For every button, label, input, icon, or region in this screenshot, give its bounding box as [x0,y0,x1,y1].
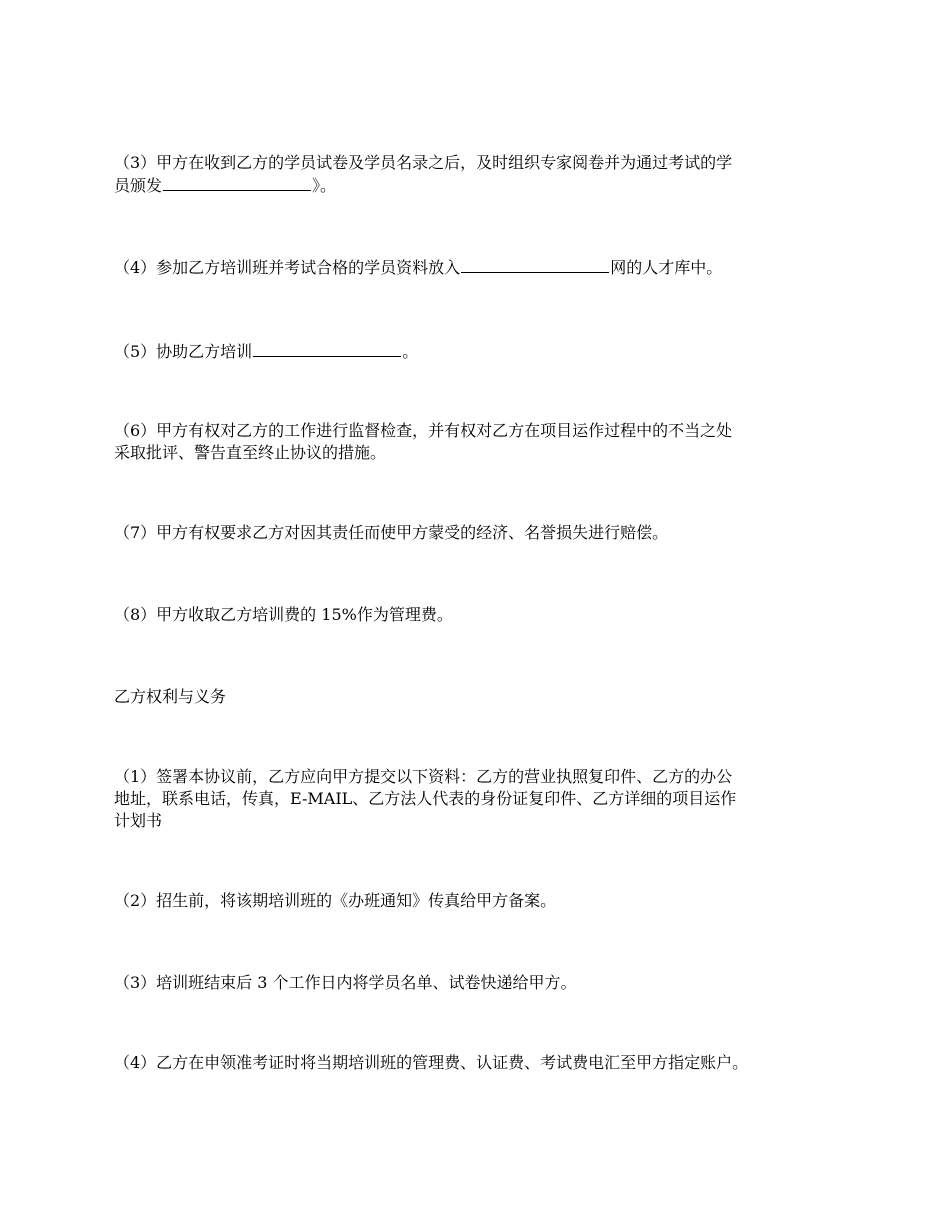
clause-b1 [114,766,844,832]
clause-b1-line1: （1）签署本协议前，乙方应向甲方提交以下资料：乙方的营业执照复印件、乙方的办公 [114,767,733,786]
clause-a3-text-a: 员颁发 [114,176,163,195]
clause-b2: （2）招生前，将该期培训班的《办班通知》传真给甲方备案。 [114,891,557,910]
fill-in-blank [253,340,401,357]
clause-a4-text-b: 网的人才库中。 [610,258,723,277]
clause-a6-line2: 采取批评、警告直至终止协议的措施。 [114,443,387,462]
clause-a4-text-a: （4）参加乙方培训班并考试合格的学员资料放入 [114,258,461,277]
clause-a3-line1: （3）甲方在收到乙方的学员试卷及学员名录之后，及时组织专家阅卷并为通过考试的学 [114,153,733,172]
fill-in-blank [163,174,311,191]
clause-b1-line2: 地址，联系电话，传真，E-MAIL、乙方法人代表的身份证复印件、乙方详细的项目运作 [114,789,737,808]
clause-a8: （8）甲方收取乙方培训费的 15%作为管理费。 [114,605,453,624]
clause-a4 [114,256,844,279]
clause-a3 [114,152,844,197]
clause-a3-line2 [114,174,844,197]
clause-a5-text-b: 。 [402,342,419,361]
fill-in-blank [461,256,609,273]
clause-b4: （4）乙方在申领准考证时将当期培训班的管理费、认证费、考试费电汇至甲方指定账户。 [114,1053,749,1072]
clause-b3: （3）培训班结束后 3 个工作日内将学员名单、试卷快递给甲方。 [114,973,577,992]
clause-a5 [114,340,844,363]
clause-a3-text-b: 》。 [312,176,337,195]
section-heading: 乙方权利与义务 [114,687,227,706]
clause-a5-text-a: （5）协助乙方培训 [114,342,253,361]
clause-a7: （7）甲方有权要求乙方对因其责任而使甲方蒙受的经济、名誉损失进行赔偿。 [114,523,669,542]
clause-a6 [114,420,844,464]
clause-b1-line3: 计划书 [114,811,163,830]
clause-a6-line1: （6）甲方有权对乙方的工作进行监督检查，并有权对乙方在项目运作过程中的不当之处 [114,421,733,440]
